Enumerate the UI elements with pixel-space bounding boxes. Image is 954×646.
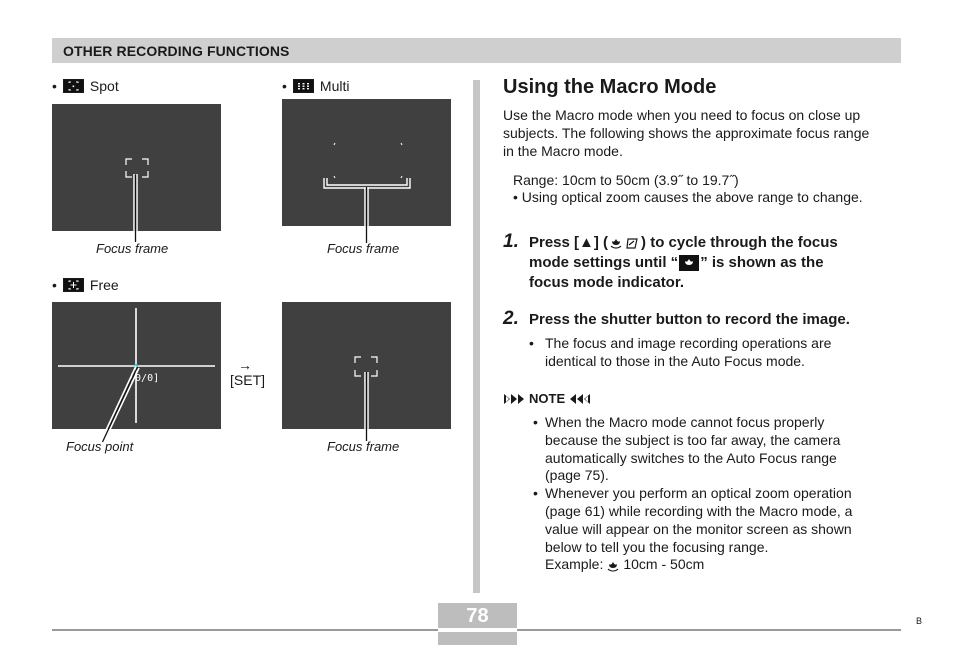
note-item: • Whenever you perform an optical zoom operation (page 61) while recording with the Macro mode, a value will appear on the monitor screen as shown below to tell you the focusing range. Example: 10cm - 50cm [533,485,883,574]
free-caption: Focus point [66,439,134,454]
step-2-text: Press the shutter button to record the image. [529,311,850,328]
multi-caption-leader [361,185,373,245]
arrow-icon: → [238,357,252,373]
multi-label: • Multi [282,78,350,94]
macro-example-icon [606,559,620,572]
intro-paragraph: Use the Macro mode when you need to focus on close up subjects. The following shows the approximate focus range in the Macro mode. [503,107,870,159]
step-2-subtext: The focus and image recording operations are identical to those in the Auto Focus mode. [545,335,832,369]
spot-label: • Spot [52,78,119,94]
example-line: Example: 10cm - 50cm [545,556,705,573]
step-1-text: Press [▲] ( ) to cycle through the focus mode settings until “ ” is shown as the focus mode indicator. [529,234,838,291]
note-right-icon [569,393,591,405]
note-item: • When the Macro mode cannot focus properly because the subject is too far away, the camera automatically switches to the Auto Focus range (page 75). [533,414,883,485]
step-2-bullet: • [529,335,534,351]
spot-caption-leader [130,170,142,245]
note-left-icon [503,393,525,405]
result-caption-leader [361,370,373,443]
page-title: Using the Macro Mode [503,76,717,98]
multi-caption: Focus frame [327,241,400,256]
multi-focus-icon [293,79,314,93]
free-caption-leader [92,362,140,444]
step-2-number: 2. [503,308,519,329]
free-label: • Free [52,277,119,293]
page-number: 78 [466,605,489,627]
range-text: Range: 10cm to 50cm (3.9˝ to 19.7˝) [513,172,739,188]
column-divider [473,80,480,593]
corner-mark: B [916,616,923,626]
result-caption: Focus frame [327,439,400,454]
spot-caption: Focus frame [96,241,169,256]
step-1-number: 1. [503,231,519,252]
set-button-label: [SET] [230,372,266,388]
note-list [533,414,883,574]
spot-focus-icon [63,79,84,93]
macro-indicator-icon [679,255,699,271]
range-note: • Using optical zoom causes the above range to change. [513,189,863,205]
page-box-gap [438,628,517,632]
free-focus-icon [63,278,84,292]
manual-focus-icon [625,236,640,250]
macro-flower-icon [609,236,623,250]
note-heading: NOTE [503,391,591,406]
free-coordinate-readout: 0/0] [135,373,160,384]
section-title: OTHER RECORDING FUNCTIONS [63,43,290,59]
